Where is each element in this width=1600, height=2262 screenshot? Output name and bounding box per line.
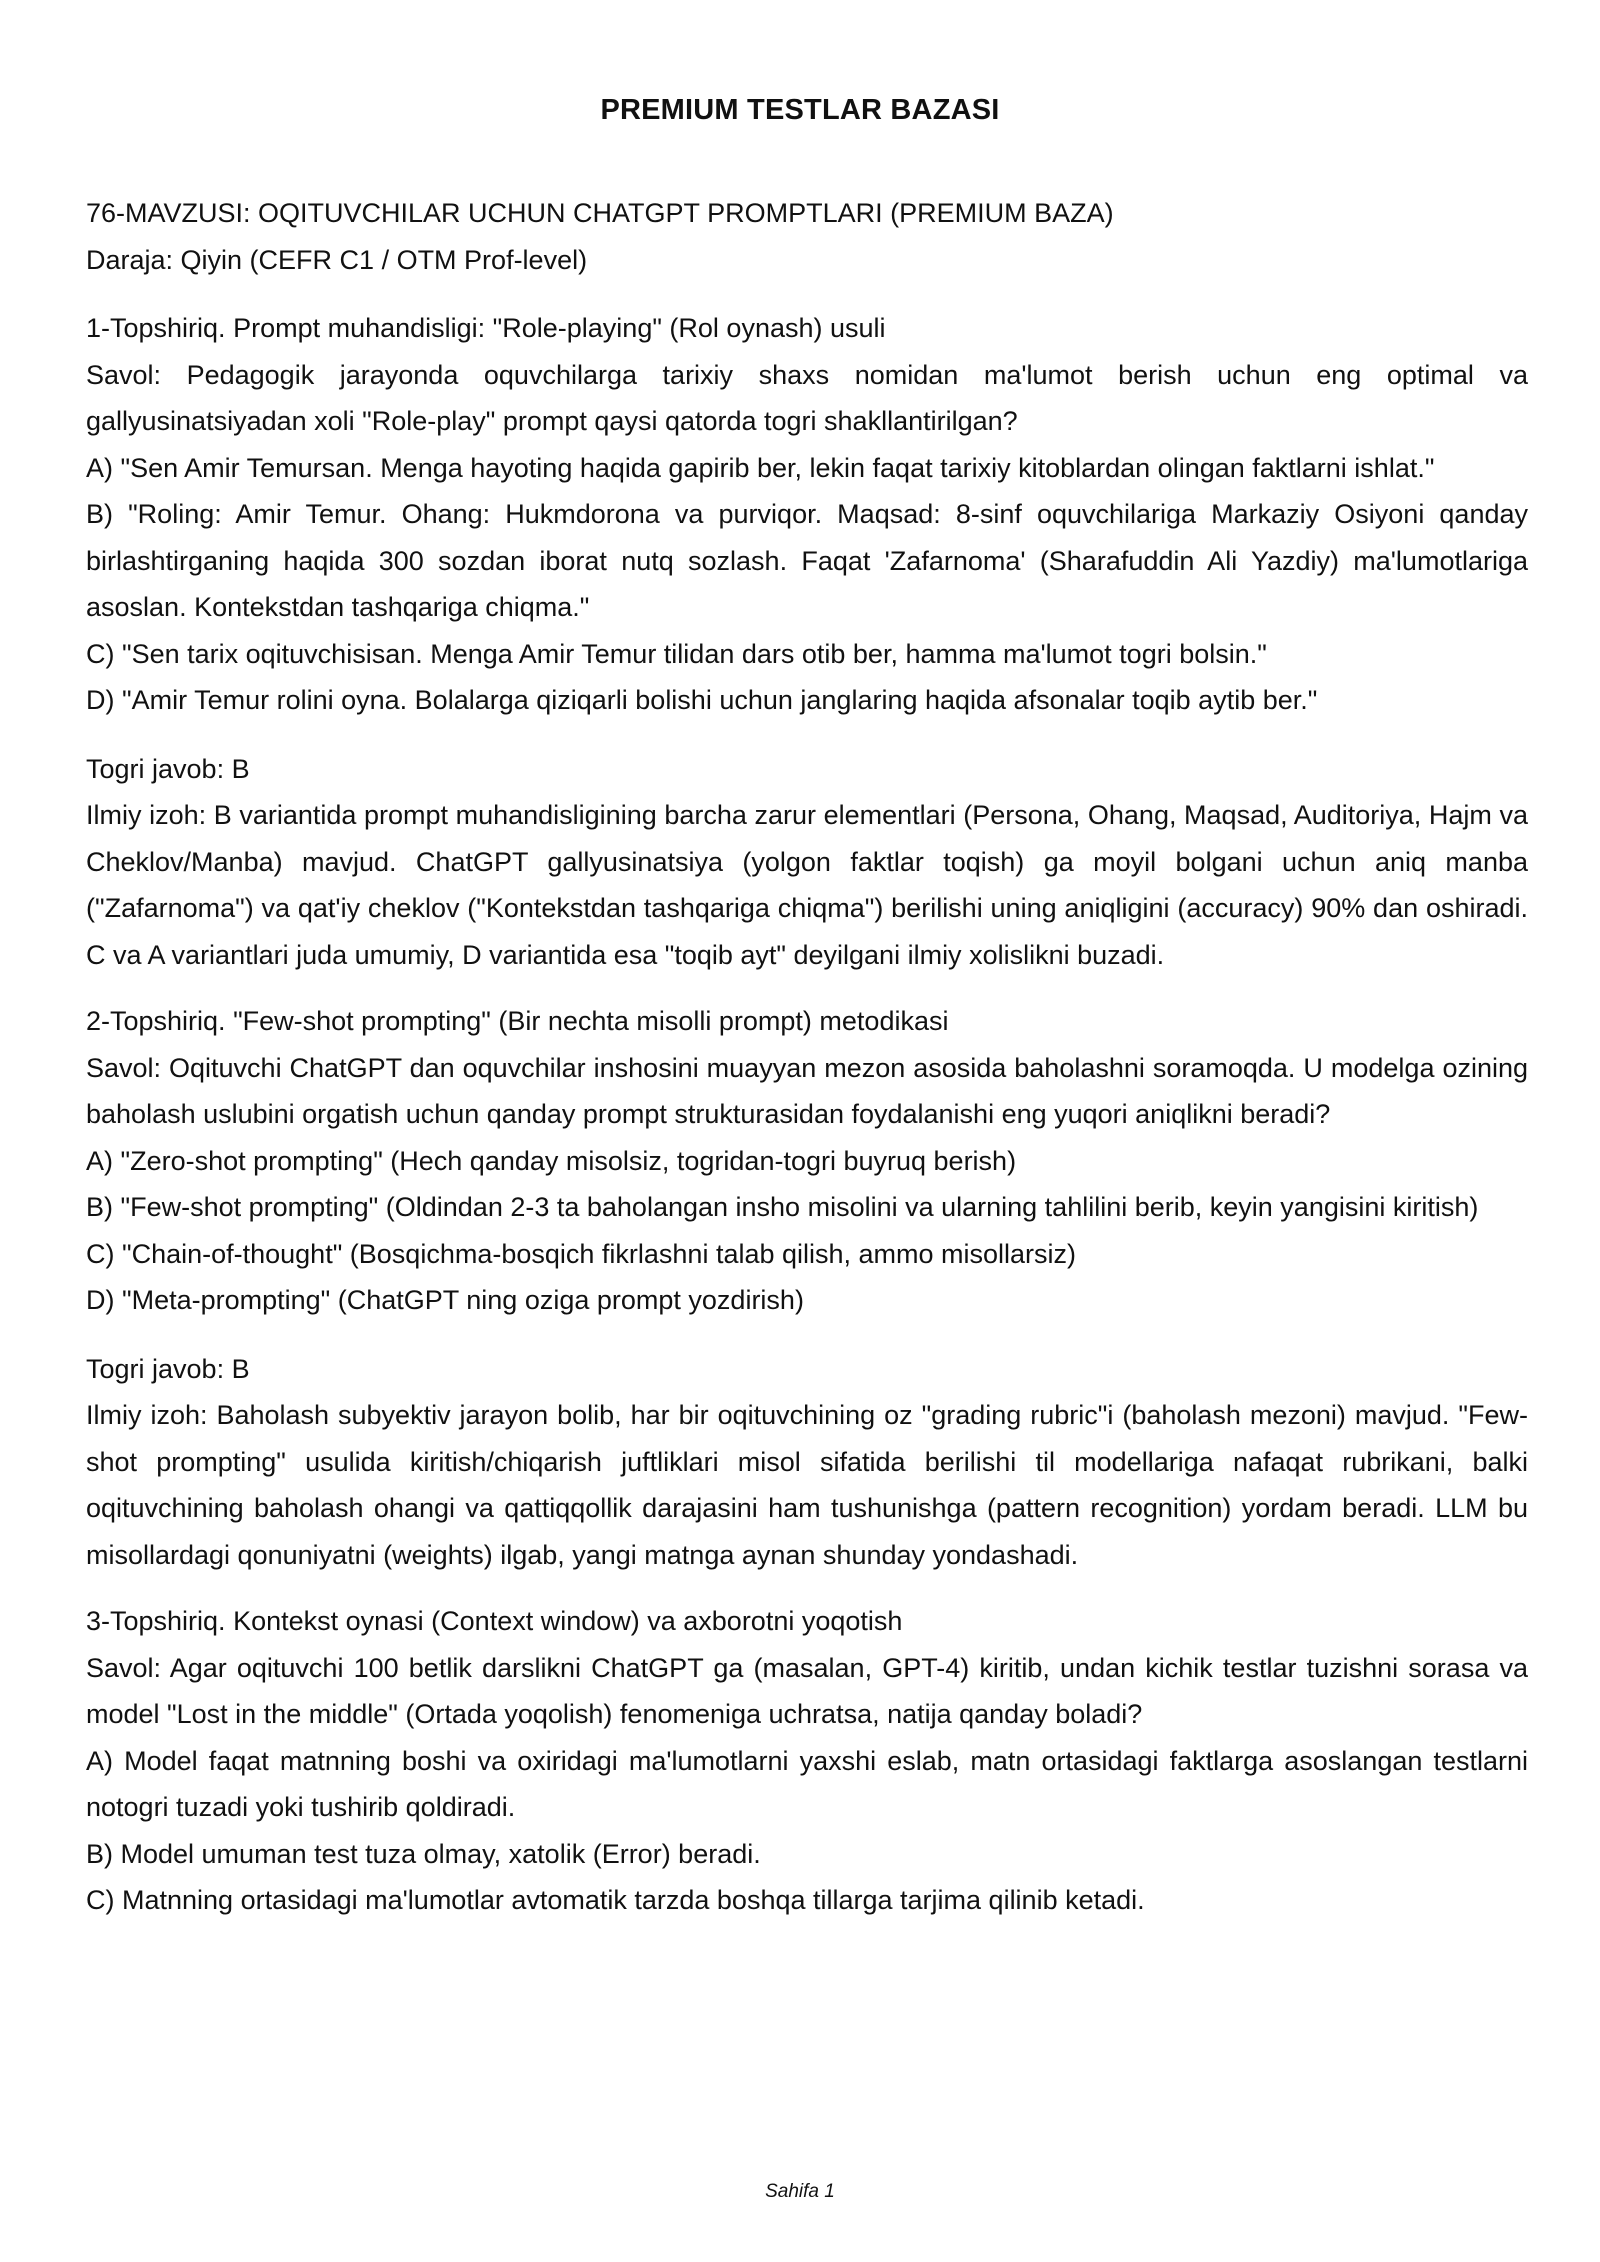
task-heading: 2-Topshiriq. "Few-shot prompting" (Bir nechta misolli prompt) metodikasi: [86, 1006, 949, 1036]
task-question: Savol: Oqituvchi ChatGPT dan oquvchilar inshosini muayyan mezon asosida baholashni soramoqda. U modelga ozining baholash uslubini orgatish uchun qanday prompt strukturasidan foydalanishi eng yuqori aniqlikni beradi?: [86, 1052, 1528, 1129]
document-body: [86, 190, 1528, 1924]
task-1: [86, 305, 1528, 978]
task-2: [86, 998, 1528, 1578]
correct-answer: Togri javob: B: [86, 1353, 250, 1384]
task-heading: 3-Topshiriq. Kontekst oynasi (Context window) va axborotni yoqotish: [86, 1606, 903, 1636]
level-line: Daraja: Qiyin (CEFR C1 / OTM Prof-level): [86, 244, 588, 275]
option-d: D) "Meta-prompting" (ChatGPT ning oziga prompt yozdirish): [86, 1285, 804, 1315]
option-b: B) "Roling: Amir Temur. Ohang: Hukmdorona va purviqor. Maqsad: 8-sinf oquvchilariga Markaziy Osiyoni qanday birlashtirganing haqida 300 sozdan iborat nutq sozlash. Faqat 'Zafarnoma' (Sharafuddin Ali Yazdiy) ma'lumotlariga asoslan. Kontekstdan tashqariga chiqma.": [86, 499, 1528, 622]
correct-answer: Togri javob: B: [86, 753, 250, 784]
task-3: [86, 1598, 1528, 1924]
option-a: A) Model faqat matnning boshi va oxiridagi ma'lumotlarni yaxshi eslab, matn ortasidagi faktlarga asoslangan testlarni notogri tuzadi yoki tushirib qoldiradi.: [86, 1745, 1528, 1822]
option-d: D) "Amir Temur rolini oyna. Bolalarga qiziqarli bolishi uchun janglaring haqida afsonalar toqib aytib ber.": [86, 685, 1318, 715]
page-number: Sahifa 1: [765, 2181, 835, 2202]
option-c: C) "Sen tarix oqituvchisisan. Menga Amir Temur tilidan dars otib ber, hamma ma'lumot togri bolsin.": [86, 638, 1267, 669]
task-heading: 1-Topshiriq. Prompt muhandisligi: "Role-playing" (Rol oynash) usuli: [86, 313, 886, 343]
explanation: Ilmiy izoh: B variantida prompt muhandisligining barcha zarur elementlari (Persona, Ohang, Maqsad, Auditoriya, Hajm va Cheklov/Manba) mavjud. ChatGPT gallyusinatsiya (yolgon faktlar toqish) ga moyil bolgani uchun aniq manba ("Zafarnoma") va qat'iy cheklov ("Kontekstdan tashqariga chiqma") berilishi uning aniqligini (accuracy) 90% dan oshiradi. C va A variantlari juda umumiy, D variantida esa "toqib ayt" deyilgani ilmiy xolislikni buzadi.: [86, 800, 1528, 970]
option-b: B) "Few-shot prompting" (Oldindan 2-3 ta baholangan insho misolini va ularning tahlilini berib, keyin yangisini kiritish): [86, 1192, 1479, 1222]
document-title: PREMIUM TESTLAR BAZASI: [600, 94, 1000, 126]
task-question: Savol: Pedagogik jarayonda oquvchilarga tarixiy shaxs nomidan ma'lumot berish uchun eng optimal va gallyusinatsiyadan xoli "Role-play" prompt qaysi qatorda togri shakllantirilgan?: [86, 359, 1528, 436]
option-c: C) Matnning ortasidagi ma'lumotlar avtomatik tarzda boshqa tillarga tarjima qilinib ketadi.: [86, 1885, 1145, 1915]
option-a: A) "Sen Amir Temursan. Menga hayoting haqida gapirib ber, lekin faqat tarixiy kitoblardan olingan faktlarni ishlat.": [86, 452, 1435, 483]
explanation: Ilmiy izoh: Baholash subyektiv jarayon bolib, har bir oqituvchining oz "grading rubric"i (baholash mezoni) mavjud. "Few-shot prompting" usulida kiritish/chiqarish juftliklari misol sifatida berilishi til modellariga nafaqat rubrikani, balki oqituvchining baholash ohangi va qattiqqollik darajasini ham tushunishga (pattern recognition) yordam beradi. LLM bu misollardagi qonuniyatni (weights) ilgab, yangi matnga aynan shunday yondashadi.: [86, 1400, 1528, 1570]
option-a: A) "Zero-shot prompting" (Hech qanday misolsiz, togridan-togri buyruq berish): [86, 1145, 1017, 1176]
topic-line: 76-MAVZUSI: OQITUVCHILAR UCHUN CHATGPT PROMPTLARI (PREMIUM BAZA): [86, 198, 1114, 228]
task-question: Savol: Agar oqituvchi 100 betlik darslikni ChatGPT ga (masalan, GPT-4) kiritib, undan kichik testlar tuzishni sorasa va model "Lost in the middle" (Ortada yoqolish) fenomeniga uchratsa, natija qanday boladi?: [86, 1652, 1528, 1729]
option-b: B) Model umuman test tuza olmay, xatolik (Error) beradi.: [86, 1838, 761, 1869]
option-c: C) "Chain-of-thought" (Bosqichma-bosqich fikrlashni talab qilish, ammo misollarsiz): [86, 1238, 1077, 1269]
